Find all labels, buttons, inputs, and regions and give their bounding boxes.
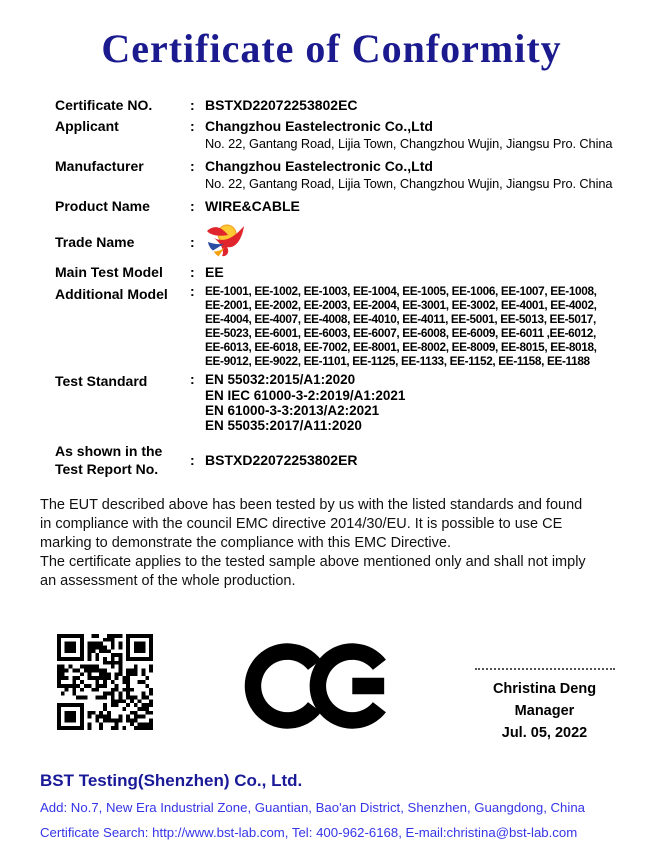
colon: : [190,451,195,468]
colon: : [190,198,195,214]
statement-line: an assessment of the whole production. [40,573,296,590]
additional-model-value [205,285,645,368]
ce-letter-e-bar [352,677,384,694]
trade-name-logo [205,223,247,259]
trade-name-label: Trade Name [55,234,135,250]
statement-line: The certificate applies to the tested sample above mentioned only and shall not imply [40,554,586,571]
field-row-trade-name [55,223,645,261]
test-report-no-label: As shown in the Test Report No. [55,442,163,477]
trade-name-value [205,223,645,259]
certificate-no-value: BSTXD22072253802EC [205,97,358,113]
field-row-manufacturer [55,157,645,193]
product-name-label: Product Name [55,198,150,214]
statement-line: marking to demonstrate the compliance with this EMC Directive. [40,535,451,552]
applicant-address: No. 22, Gantang Road, Lijia Town, Changzhou Wujin, Jiangsu Pro. China [205,136,613,151]
compliance-statement [40,496,623,592]
signature-line [475,666,615,670]
field-row-product-name [55,197,645,215]
field-row-test-standard [55,372,645,433]
test-standard-line: EN 55032:2015/A1:2020 [205,372,356,388]
manufacturer-label: Manufacturer [55,158,144,174]
certificate-no-label: Certificate NO. [55,97,153,113]
test-standard-value [205,372,645,433]
applicant-company: Changzhou Eastelectronic Co.,Ltd [205,118,433,134]
applicant-label: Applicant [55,118,119,134]
main-test-model-label: Main Test Model [55,264,163,280]
field-row-applicant [55,117,645,153]
test-standard-line: EN 55035:2017/A11:2020 [205,418,362,434]
model-list-line: EE-9012, EE-9022, EE-1101, EE-1125, EE-1133, EE-1152, EE-1158, EE-1188 [205,353,590,368]
signatory-title: Manager [514,702,575,719]
test-standard-label: Test Standard [55,373,148,390]
ce-letter-c [245,643,321,728]
signatory-name: Christina Deng [492,680,597,697]
colon: : [190,234,195,250]
signature-date: Jul. 05, 2022 [501,724,588,741]
model-list-line: EE-5023, EE-6001, EE-6003, EE-6007, EE-6008, EE-6009, EE-6011 ,EE-6012, [205,325,596,340]
main-test-model-value: EE [205,264,224,280]
manufacturer-company: Changzhou Eastelectronic Co.,Ltd [205,158,433,174]
issuer-company-name: BST Testing(Shenzhen) Co., Ltd. [40,770,303,790]
test-standard-line: EN 61000-3-3:2013/A2:2021 [205,403,380,419]
manufacturer-value [205,157,645,193]
issuer-contact: Certificate Search: http://www.bst-lab.com, Tel: 400-962-6168, E-mail:christina@bst-lab.com [40,824,578,840]
signature-block [462,666,627,744]
colon: : [190,371,195,388]
product-name-value: WIRE&CABLE [205,198,300,214]
colon: : [190,264,195,280]
colon: : [190,158,195,174]
qr-code [57,634,153,730]
model-list-line: EE-4004, EE-4007, EE-4008, EE-4010, EE-4011, EE-5001, EE-5013, EE-5017, [205,311,596,326]
field-row-main-test-model [55,263,645,281]
page-title: Certificate of Conformity [101,26,562,71]
issuer-footer [40,770,663,843]
applicant-value [205,117,645,153]
field-row-test-report-no [55,442,645,478]
statement-line: The EUT described above has been tested by us with the listed standards and found [40,496,583,513]
test-report-no-value: BSTXD22072253802ER [205,451,358,468]
colon: : [190,97,195,113]
additional-model-label: Additional Model [55,286,168,302]
model-list-line: EE-2001, EE-2002, EE-2003, EE-2004, EE-3001, EE-3002, EE-4001, EE-4002, [205,297,597,312]
issuer-address: Add: No.7, New Era Industrial Zone, Guantian, Bao'an District, Shenzhen, Guangdong, China [40,799,585,815]
manufacturer-address: No. 22, Gantang Road, Lijia Town, Changzhou Wujin, Jiangsu Pro. China [205,176,613,191]
test-standard-line: EN IEC 61000-3-2:2019/A1:2021 [205,387,406,403]
certificate-fields [55,96,645,478]
model-list-line: EE-1001, EE-1002, EE-1003, EE-1004, EE-1005, EE-1006, EE-1007, EE-1008, [205,284,597,298]
field-row-additional-model [55,285,645,368]
colon: : [190,118,195,134]
marks-row [0,632,663,762]
field-row-certificate-no [55,96,645,114]
model-list-line: EE-6013, EE-6018, EE-7002, EE-8001, EE-8002, EE-8009, EE-8015, EE-8018, [205,339,597,354]
statement-line: in compliance with the council EMC directive 2014/30/EU. It is possible to use CE [40,515,563,532]
colon: : [190,283,195,299]
ce-mark [243,640,391,732]
